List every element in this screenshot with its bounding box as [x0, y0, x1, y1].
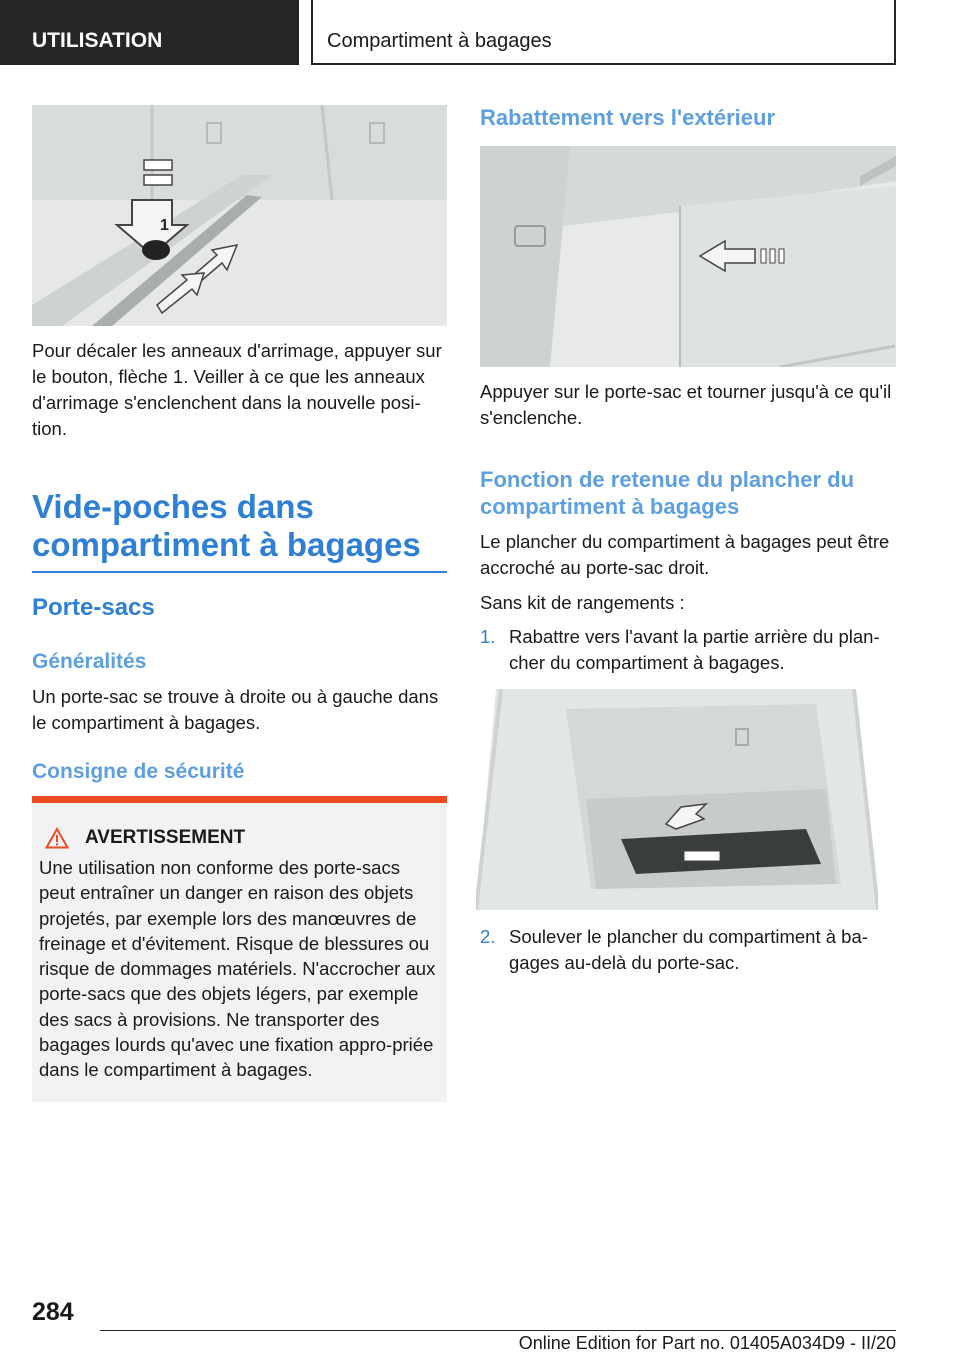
- warning-triangle-icon: [45, 827, 69, 849]
- left-caption-block: [32, 338, 447, 442]
- warning-box: [32, 796, 447, 1102]
- figure-callout-1: 1: [160, 217, 169, 234]
- heading-fold-out: Rabattement vers l'extérieur: [480, 105, 776, 130]
- floor-text: Le plancher du compartiment à bagages peut être accroché au porte-sac droit.: [480, 531, 890, 578]
- no-kit-label: Sans kit de rangements :: [480, 592, 685, 613]
- header-chapter-tab: [311, 0, 896, 65]
- figure-lashing-rings: [32, 105, 447, 326]
- section-heading-storage: Vide-poches dans compartiment à bagages: [32, 488, 447, 573]
- step-2: [480, 924, 896, 976]
- subsection-heading-bag-hooks: Porte-sacs: [32, 594, 155, 621]
- page-number: 284: [32, 1298, 74, 1326]
- header-chapter-label: Compartiment à bagages: [327, 30, 552, 52]
- warning-title: AVERTISSEMENT: [85, 827, 246, 848]
- fold-text: Appuyer sur le porte-sac et tourner jusqu'à ce qu'il s'enclenche.: [480, 381, 892, 428]
- figure-trunk-floor: [476, 689, 878, 910]
- step-2-number: 2.: [480, 926, 496, 947]
- lashing-rings-caption: Pour décaler les anneaux d'arrimage, appuyer sur le bouton, flèche 1. Veiller à ce que les anneaux d'arrimage s'enclenchent dans la nouvelle posi-tion.: [32, 340, 442, 439]
- heading-floor-retention: Fonction de retenue du plancher du compartiment à bagages: [480, 467, 855, 519]
- general-text: Un porte-sac se trouve à droite ou à gauche dans le compartiment à bagages.: [32, 686, 439, 733]
- footer-divider: [100, 1330, 896, 1331]
- step-2-text: Soulever le plancher du compartiment à ba-gages au-delà du porte-sac.: [509, 926, 868, 973]
- fold-text-block: [480, 379, 896, 431]
- general-text-block: [32, 684, 447, 736]
- warning-text: Une utilisation non conforme des porte-sacs peut entraîner un danger en raison des objets projetés, par exemple lors des manœuvres de freinage et d'évitement. Risque de blessures ou risque de dommages matériels. N'accrocher aux porte-sacs que des objets légers, par exemple des sacs à provisions. Ne transporter des bagages lourds qu'avec une fixation appro-priée dans le compartiment à bagages.: [39, 857, 436, 1081]
- step-1: [480, 624, 896, 676]
- step-1-text: Rabattre vers l'avant la partie arrière du plan-cher du compartiment à bagages.: [509, 626, 880, 673]
- heading-safety: Consigne de sécurité: [32, 760, 245, 783]
- figure-fold-out-hook: [480, 146, 896, 367]
- heading-general: Généralités: [32, 650, 147, 673]
- header-section-tab: [0, 0, 299, 65]
- footer-edition: Online Edition for Part no. 01405A034D9 - II/20: [518, 1333, 896, 1353]
- header-section-label: UTILISATION: [32, 29, 163, 52]
- step-1-number: 1.: [480, 626, 496, 647]
- floor-text-block: [480, 529, 896, 616]
- warning-title-row: [45, 827, 437, 849]
